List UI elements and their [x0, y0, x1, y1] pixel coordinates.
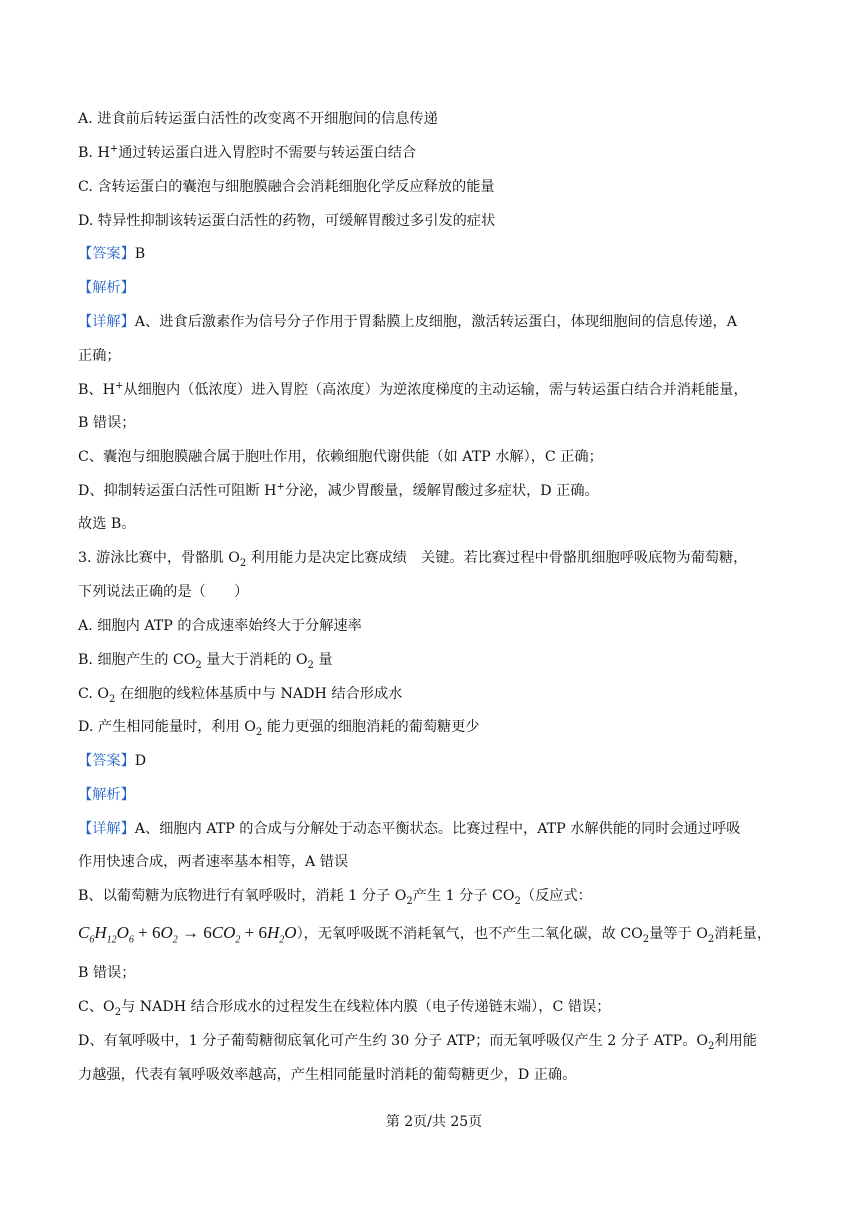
answer-tag: 【答案】 [78, 753, 135, 769]
page-footer: 第 2页/共 25页 [385, 1114, 483, 1130]
q2-option-c: C. 含转运蛋白的囊泡与细胞膜融合会消耗细胞化学反应释放的能量 [78, 179, 495, 195]
q3-detail-d-line2: 力越强，代表有氧呼吸效率越高，产生相同能量时消耗的葡萄糖更少，D 正确。 [78, 1067, 577, 1083]
q2-analysis-tag [78, 278, 135, 298]
superscript: + [115, 380, 124, 392]
formula-part: C [78, 923, 90, 942]
formula-part: H [94, 923, 107, 942]
text: 利用能 [714, 1033, 757, 1049]
q2-answer [78, 244, 145, 264]
text: 量等于 O [649, 926, 708, 942]
text: 与 NADH 结合形成水的过程发生在线粒体内膜（电子传递链末端），C 错误； [121, 999, 611, 1015]
formula-sub: 2 [235, 934, 241, 946]
answer-tag: 【答案】 [78, 246, 135, 262]
formula-part: O [160, 923, 173, 942]
subscript: 2 [195, 659, 202, 671]
text: 能力更强的细胞消耗的葡萄糖更少 [262, 719, 480, 735]
formula-sub: 6 [128, 934, 134, 946]
text: D、抑制转运蛋白活性可阻断 H [78, 483, 277, 499]
subscript: 2 [239, 557, 247, 569]
subscript: 2 [255, 726, 263, 738]
text: 消耗量， [714, 926, 772, 942]
q2-detail-d [78, 481, 599, 501]
q3-detail-d-line1 [78, 1031, 757, 1051]
text: B、H [78, 382, 115, 398]
q3-option-c [78, 684, 402, 704]
superscript: + [109, 143, 119, 155]
q2-conclusion: 故选 B。 [78, 516, 136, 532]
q3-detail-c [78, 997, 610, 1017]
formula-part: + 6 [240, 923, 267, 942]
q3-detail-b-line1 [78, 886, 592, 906]
analysis-tag: 【解析】 [78, 280, 135, 296]
formula-sub: 2 [279, 934, 285, 946]
text: ，无氧呼吸既不消耗氧气，也不产生二氧化碳，故 CO [303, 926, 643, 942]
formula-part: H [267, 923, 280, 942]
subscript: 2 [406, 895, 413, 907]
text: （反应式： [520, 888, 592, 904]
text: B、以葡萄糖为底物进行有氧呼吸时，消耗 1 分子 O [78, 888, 407, 904]
q2-detail-c: C、囊泡与细胞膜融合属于胞吐作用，依赖细胞代谢供能（如 ATP 水解），C 正确； [78, 449, 603, 465]
formula-sub: 6 [89, 934, 95, 946]
formula-sub: 12 [106, 934, 117, 946]
text: A、细胞内 ATP 的合成与分解处于动态平衡状态。比赛过程中，ATP 水解供能的同时会通过呼吸 [134, 821, 741, 837]
text: D. 产生相同能量时，利用 O [78, 719, 256, 735]
text: B. 细胞产生的 CO [78, 652, 196, 668]
q2-detail-b-line2: B 错误； [78, 415, 136, 431]
q3-stem-line1 [78, 548, 747, 568]
text: 从细胞内（低浓度）进入胃腔（高浓度）为逆浓度梯度的主动运输，需与转运蛋白结合并消耗能量， [123, 382, 748, 398]
q2-option-a: A. 进食前后转运蛋白活性的改变离不开细胞间的信息传递 [78, 111, 438, 127]
q3-detail-b-line2 [78, 923, 771, 944]
q3-analysis-tag [78, 785, 135, 805]
q3-detail-b-line3: B 错误； [78, 965, 136, 981]
q2-detail-b-line1 [78, 380, 748, 400]
text: 3. 游泳比赛中，骨骼肌 O [78, 550, 240, 566]
q3-answer [78, 751, 146, 771]
detail-tag: 【详解】 [78, 314, 135, 330]
subscript: 2 [708, 1040, 715, 1052]
q3-option-b [78, 650, 333, 670]
text: C. O [78, 686, 110, 702]
analysis-tag: 【解析】 [78, 787, 135, 803]
text: 产生 1 分子 CO [412, 888, 515, 904]
text: 量 [313, 652, 333, 668]
text: 利用能力是决定比赛成绩 关键。若比赛过程中骨骼肌细胞呼吸底物为葡萄糖， [246, 550, 748, 566]
text: 通过转运蛋白进入胃腔时不需要与转运蛋白结合 [118, 145, 417, 161]
text: 分泌，减少胃酸量，缓解胃酸过多症状，D 正确。 [284, 483, 599, 499]
text: C、O [78, 999, 115, 1015]
q3-option-d [78, 717, 480, 737]
formula-arrow: → 6 [177, 923, 212, 942]
q2-detail-a-line2: 正确； [78, 348, 121, 364]
detail-tag: 【详解】 [78, 821, 135, 837]
subscript: 2 [514, 895, 521, 907]
subscript: 2 [307, 659, 314, 671]
text: 在细胞的线粒体基质中与 NADH 结合形成水 [115, 686, 403, 702]
formula-sub: 2 [172, 934, 178, 946]
formula-part: CO [211, 923, 236, 942]
subscript: 2 [642, 933, 650, 945]
answer-value: D [134, 753, 147, 769]
text: ） [296, 926, 304, 942]
answer-value: B [134, 246, 146, 262]
superscript: + [276, 481, 285, 493]
reaction-formula [78, 923, 297, 946]
q3-detail-a-line2: 作用快速合成，两者速率基本相等，A 错误 [78, 854, 349, 870]
formula-part: + 6 [133, 923, 161, 942]
q3-option-a: A. 细胞内 ATP 的合成速率始终大于分解速率 [78, 618, 362, 634]
subscript: 2 [114, 1006, 122, 1018]
q2-option-b [78, 143, 416, 163]
text: A、进食后激素作为信号分子作用于胃黏膜上皮细胞，激活转运蛋白，体现细胞间的信息传递，A [134, 314, 737, 330]
text: B. H [78, 145, 110, 161]
text: D、有氧呼吸中，1 分子葡萄糖彻底氧化可产生约 30 分子 ATP；而无氧呼吸仅产生 2 分子 ATP。O [78, 1033, 709, 1049]
q3-stem-line2: 下列说法正确的是（ ） [78, 584, 249, 600]
formula-part: O [116, 923, 129, 942]
subscript: 2 [707, 933, 715, 945]
q2-option-d: D. 特异性抑制该转运蛋白活性的药物，可缓解胃酸过多引发的症状 [78, 213, 496, 229]
subscript: 2 [109, 693, 116, 705]
q2-detail-a-line1 [78, 312, 737, 332]
text: 量大于消耗的 O [201, 652, 308, 668]
formula-part: O [284, 923, 297, 942]
q3-detail-a-line1 [78, 819, 740, 839]
